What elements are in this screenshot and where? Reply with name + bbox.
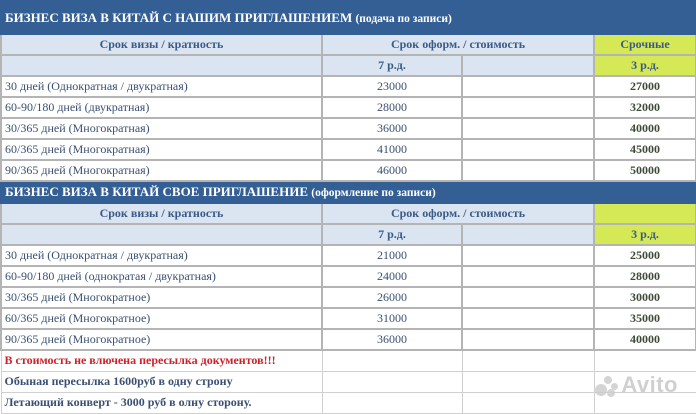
table-row [1, 308, 696, 329]
standard-price: 41000 [322, 139, 462, 160]
empty-cell [462, 160, 594, 181]
visa-type: 90/365 дней (Многократная) [1, 160, 322, 181]
shipping-warning: В стоимость не влючена пересылка документов!!! [1, 350, 322, 371]
visa-type: 60/365 дней (Многократное) [1, 308, 322, 329]
standard-price: 36000 [322, 118, 462, 139]
urgent-price: 30000 [594, 287, 696, 308]
urgent-price: 45000 [594, 139, 696, 160]
header-urgent: Срочные [594, 34, 696, 55]
subheader-standard-term: 7 р.д. [322, 55, 462, 76]
urgent-price: 35000 [594, 308, 696, 329]
section2-title-row [1, 181, 696, 203]
standard-price: 46000 [322, 160, 462, 181]
empty-cell [462, 350, 594, 371]
urgent-price: 40000 [594, 329, 696, 350]
empty-cell [462, 76, 594, 97]
empty-cell [322, 371, 462, 392]
empty-cell [462, 139, 594, 160]
empty-cell [462, 245, 594, 266]
table-row [1, 245, 696, 266]
section2-title-text: БИЗНЕС ВИЗА В КИТАЙ СВОЕ ПРИГЛАШЕНИЕ [5, 184, 312, 199]
section1-title [1, 1, 696, 34]
standard-price: 21000 [322, 245, 462, 266]
empty-cell [462, 392, 594, 413]
regular-shipping-note: Обыная пересылка 1600руб в одну строну [1, 371, 322, 392]
subheader-urgent-term: 3 р.д. [594, 55, 696, 76]
urgent-price: 40000 [594, 118, 696, 139]
subheader-urgent-term: 3 р.д. [594, 224, 696, 245]
section2-title [1, 181, 696, 203]
section1-subheader-row [1, 55, 696, 76]
urgent-price: 28000 [594, 266, 696, 287]
visa-type: 60/365 дней (Многократная) [1, 139, 322, 160]
note-row [1, 371, 696, 392]
empty-cell [462, 97, 594, 118]
standard-price: 31000 [322, 308, 462, 329]
visa-type: 30/365 дней (Многократное) [1, 287, 322, 308]
urgent-price: 32000 [594, 97, 696, 118]
avito-watermark-text: Avito [621, 372, 678, 397]
table-row [1, 266, 696, 287]
subheader-standard-term: 7 р.д. [322, 224, 462, 245]
standard-price: 23000 [322, 76, 462, 97]
table-row [1, 76, 696, 97]
empty-cell [462, 287, 594, 308]
standard-price: 24000 [322, 266, 462, 287]
empty-cell [462, 371, 594, 392]
standard-price: 36000 [322, 329, 462, 350]
visa-type: 60-90/180 дней (двукратная) [1, 97, 322, 118]
empty-cell [462, 308, 594, 329]
header-processing-cost: Срок оформ. / стоимость [322, 34, 594, 55]
header-urgent [594, 203, 696, 224]
avito-watermark [595, 372, 678, 398]
empty-cell [462, 118, 594, 139]
table-row [1, 160, 696, 181]
visa-type: 30 дней (Однократная / двукратная) [1, 245, 322, 266]
table-row [1, 97, 696, 118]
table-row [1, 287, 696, 308]
header-visa-term: Срок визы / кратность [1, 203, 322, 224]
empty-cell [322, 392, 462, 413]
header-processing-cost: Срок оформ. / стоимость [322, 203, 594, 224]
standard-price: 28000 [322, 97, 462, 118]
urgent-price: 27000 [594, 76, 696, 97]
subheader-empty [1, 224, 322, 245]
avito-logo-icon [595, 375, 619, 397]
section1-title-row [1, 1, 696, 34]
note-row [1, 350, 696, 371]
empty-cell [594, 350, 696, 371]
urgent-price: 25000 [594, 245, 696, 266]
header-visa-term: Срок визы / кратность [1, 34, 322, 55]
empty-cell [462, 329, 594, 350]
table-row [1, 329, 696, 350]
table-row [1, 139, 696, 160]
visa-type: 90/365 дней (Многократное) [1, 329, 322, 350]
urgent-price: 50000 [594, 160, 696, 181]
table-row [1, 118, 696, 139]
section2-header-row [1, 203, 696, 224]
section1-title-text: БИЗНЕС ВИЗА В КИТАЙ С НАШИМ ПРИГЛАШЕНИЕМ [5, 9, 353, 25]
empty-cell [322, 350, 462, 371]
express-envelope-note: Летающий конверт - 3000 руб в олну сторону. [1, 392, 322, 413]
section1-subtitle: (подача по записи) [355, 12, 452, 25]
subheader-empty [1, 55, 322, 76]
section2-subtitle: (оформление по записи) [311, 187, 436, 199]
subheader-empty [462, 224, 594, 245]
empty-cell [462, 266, 594, 287]
section1-header-row [1, 34, 696, 55]
visa-type: 30/365 дней (Многократная) [1, 118, 322, 139]
visa-type: 30 дней (Однократная / двукратная) [1, 76, 322, 97]
subheader-empty [462, 55, 594, 76]
section2-subheader-row [1, 224, 696, 245]
visa-type: 60-90/180 дней (однократая / двукратная) [1, 266, 322, 287]
note-row [1, 392, 696, 413]
standard-price: 26000 [322, 287, 462, 308]
